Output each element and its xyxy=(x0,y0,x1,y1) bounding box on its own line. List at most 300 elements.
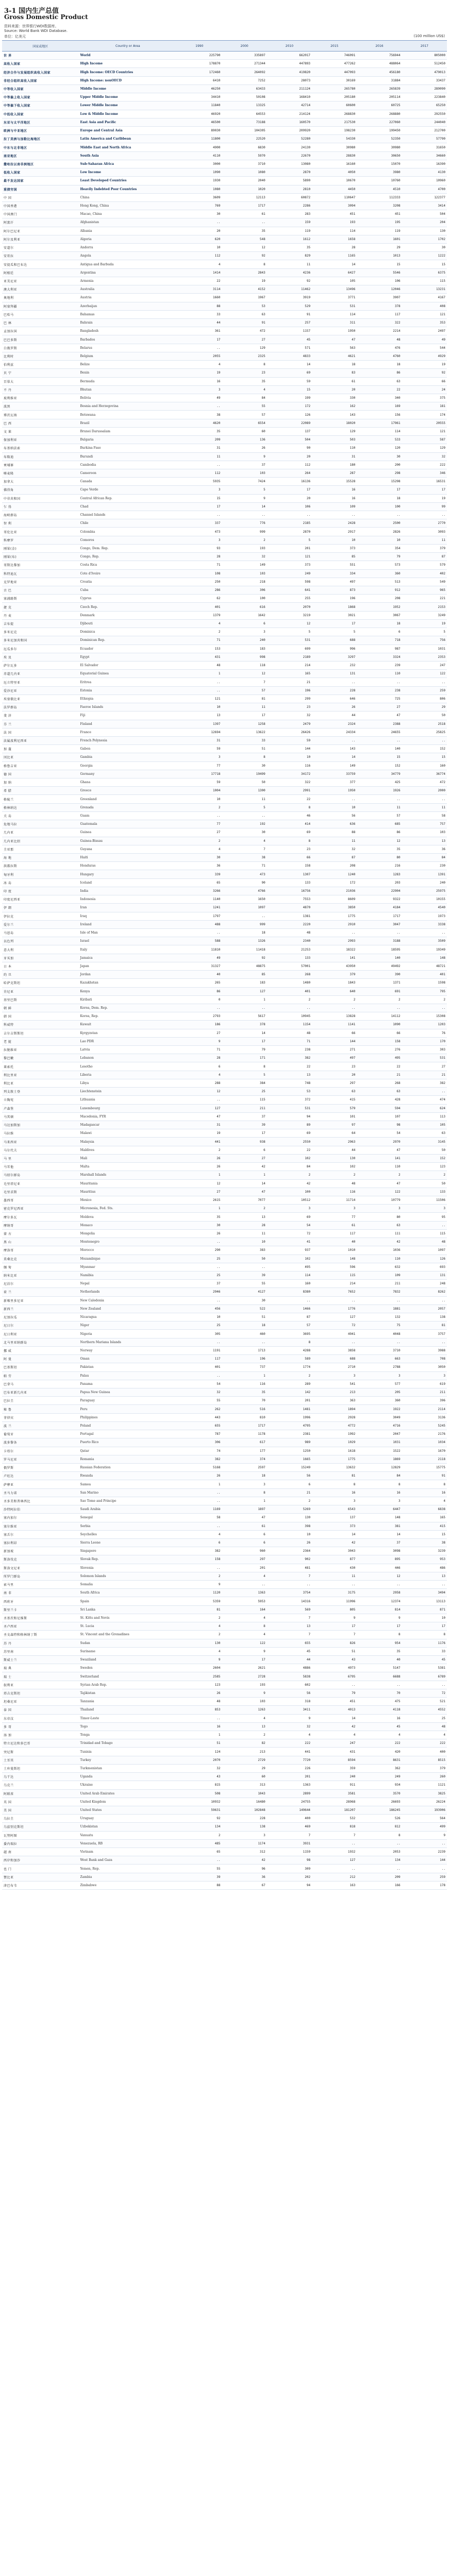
table-row xyxy=(2,277,447,285)
country-name-en: Slovenia xyxy=(79,1564,177,1572)
gdp-value-cell: 3067 xyxy=(357,611,402,619)
table-row xyxy=(2,653,447,661)
country-name-cn: 马拉维 xyxy=(2,1129,79,1138)
gdp-value-cell: 158 xyxy=(177,1555,222,1564)
gdp-value-cell: .. xyxy=(177,1564,222,1572)
gdp-value-cell: 1154 xyxy=(267,1021,312,1029)
country-name-cn: 瓦努阿图 xyxy=(2,1831,79,1839)
country-name-en: Low Income xyxy=(79,168,177,177)
country-name-cn: 巴基斯坦 xyxy=(2,1363,79,1371)
country-name-cn: 尼日尔 xyxy=(2,1321,79,1330)
country-name-en: Syrian Arab Rep. xyxy=(79,1681,177,1689)
gdp-value-cell: 447893 xyxy=(267,60,312,68)
gdp-value-cell: 14 xyxy=(312,1530,357,1538)
table-row xyxy=(2,678,447,686)
country-name-en: Lebanon xyxy=(79,1054,177,1062)
country-name-cn: 英 国 xyxy=(2,1798,79,1806)
country-name-cn: 萨尔瓦多 xyxy=(2,661,79,669)
gdp-value-cell: 339 xyxy=(177,870,222,878)
country-name-cn: 斯威士兰 xyxy=(2,1656,79,1664)
gdp-value-cell: 8 xyxy=(402,1631,447,1639)
gdp-value-cell: 4870 xyxy=(267,904,312,912)
gdp-value-cell: 9 xyxy=(402,1831,447,1839)
gdp-value-cell: 57 xyxy=(267,1321,312,1330)
gdp-value-cell: 10 xyxy=(357,536,402,544)
country-name-cn: 斐 济 xyxy=(2,711,79,720)
country-name-en: Sierra Leone xyxy=(79,1538,177,1547)
gdp-value-cell: 25 xyxy=(177,1271,222,1279)
country-name-en: East Asia and Pacific xyxy=(79,118,177,126)
gdp-value-cell: 1391 xyxy=(402,870,447,878)
gdp-value-cell: 168410 xyxy=(267,93,312,101)
gdp-value-cell: 20 xyxy=(177,227,222,235)
gdp-value-cell: 14 xyxy=(222,1029,267,1037)
gdp-value-cell: 571 xyxy=(267,344,312,352)
gdp-value-cell: 1922 xyxy=(357,1405,402,1413)
gdp-value-cell: 476 xyxy=(357,344,402,352)
gdp-value-cell: 360 xyxy=(357,569,402,578)
gdp-value-cell: 7 xyxy=(267,1614,312,1622)
gdp-value-cell: 999 xyxy=(222,528,267,536)
gdp-value-cell: 57 xyxy=(222,411,267,419)
gdp-value-cell: 19 xyxy=(222,277,267,285)
country-name-cn: 波 兰 xyxy=(2,1421,79,1430)
gdp-value-cell: 29 xyxy=(357,244,402,252)
country-name-en: Lesotho xyxy=(79,1062,177,1071)
gdp-value-cell: 144 xyxy=(267,745,312,753)
country-name-en: Dominica xyxy=(79,628,177,636)
table-row xyxy=(2,1614,447,1622)
country-name-cn: 乌兹别克斯坦 xyxy=(2,1823,79,1831)
gdp-value-cell: 3094 xyxy=(312,201,357,210)
gdp-value-cell: 127 xyxy=(312,1313,357,1321)
gdp-value-cell: 165 xyxy=(402,1514,447,1522)
gdp-value-cell: 192 xyxy=(222,820,267,828)
country-name-cn: 圭亚那 xyxy=(2,845,79,853)
table-row xyxy=(2,862,447,870)
gdp-value-cell: 16 xyxy=(402,1488,447,1497)
gdp-value-cell: 240 xyxy=(312,1773,357,1781)
country-name-en: Latin America and Caribbean xyxy=(79,135,177,143)
gdp-value-cell: 39 xyxy=(177,1873,222,1881)
gdp-value-cell: 1004 xyxy=(177,787,222,795)
gdp-value-cell: 26 xyxy=(177,1154,222,1162)
gdp-value-cell: 30650 xyxy=(357,151,402,160)
gdp-value-cell: 18 xyxy=(222,1472,267,1480)
table-row xyxy=(2,1706,447,1714)
gdp-value-cell: 50 xyxy=(222,1255,267,1263)
gdp-value-cell: 2055 xyxy=(177,352,222,360)
gdp-value-cell: 7 xyxy=(312,1831,357,1839)
gdp-value-cell: 379 xyxy=(402,544,447,552)
country-name-en: Azerbaijan xyxy=(79,302,177,310)
gdp-value-cell: 378 xyxy=(357,302,402,310)
gdp-value-cell: 5 xyxy=(222,1071,267,1079)
gdp-value-cell: 10 xyxy=(177,795,222,803)
gdp-value-cell: 737 xyxy=(222,1363,267,1371)
gdp-value-cell: 80 xyxy=(357,1213,402,1221)
gdp-value-cell: 7 xyxy=(267,1831,312,1839)
gdp-value-cell: 5 xyxy=(222,803,267,811)
gdp-value-cell: 7553 xyxy=(267,895,312,904)
country-name-en: Greenland xyxy=(79,795,177,803)
table-row xyxy=(2,920,447,928)
gdp-value-cell: 934 xyxy=(357,1781,402,1789)
country-name-cn: 中等收入国家 xyxy=(2,84,79,93)
gdp-value-cell: 2189 xyxy=(267,653,312,661)
col-header-country-cn: 国家或地区 xyxy=(2,41,79,52)
gdp-value-cell: 322 xyxy=(357,319,402,327)
table-row xyxy=(2,1380,447,1388)
gdp-value-cell: 64553 xyxy=(222,110,267,118)
table-row xyxy=(2,1698,447,1706)
gdp-value-cell: 2070 xyxy=(177,1756,222,1764)
country-name-en: Korea, Dem. Rep. xyxy=(79,1004,177,1012)
gdp-value-cell: 21 xyxy=(267,1488,312,1497)
country-name-cn: 中低收入国家 xyxy=(2,110,79,118)
gdp-value-cell: 13 xyxy=(402,1572,447,1580)
country-name-cn: 挪 威 xyxy=(2,1346,79,1354)
table-row xyxy=(2,1238,447,1246)
gdp-value-cell: 4 xyxy=(177,1530,222,1538)
country-name-cn: 韩 国 xyxy=(2,1012,79,1021)
gdp-value-cell: 443 xyxy=(177,1413,222,1421)
gdp-value-cell: 2388 xyxy=(357,720,402,728)
country-name-cn: 白俄罗斯 xyxy=(2,344,79,352)
table-row xyxy=(2,519,447,528)
gdp-value-cell: 239 xyxy=(357,661,402,669)
gdp-value-cell: 6 xyxy=(222,1146,267,1154)
country-name-en: Poland xyxy=(79,1421,177,1430)
table-row xyxy=(2,143,447,151)
table-row xyxy=(2,135,447,143)
gdp-value-cell: 1397 xyxy=(177,720,222,728)
gdp-value-cell: 3050 xyxy=(402,1363,447,1371)
gdp-value-cell: 4 xyxy=(177,619,222,628)
country-name-en: Benin xyxy=(79,369,177,377)
gdp-value-cell: 8609 xyxy=(312,895,357,904)
country-name-cn: 黑 山 xyxy=(2,1238,79,1246)
gdp-value-cell: 100 xyxy=(357,502,402,511)
country-name-en: Hungary xyxy=(79,870,177,878)
country-name-en: Somalia xyxy=(79,1581,177,1589)
table-row xyxy=(2,1756,447,1764)
gdp-value-cell: 2 xyxy=(177,1572,222,1580)
gdp-value-cell: 31 xyxy=(177,736,222,744)
gdp-value-cell: 225790 xyxy=(177,52,222,60)
gdp-value-cell: 47 xyxy=(177,1112,222,1121)
country-name-cn: 土库曼斯坦 xyxy=(2,1764,79,1772)
gdp-value-cell: 1 xyxy=(222,1171,267,1179)
gdp-value-cell: 579 xyxy=(312,1104,357,1112)
gdp-value-cell: 708 xyxy=(402,1355,447,1363)
gdp-value-cell: 24130 xyxy=(267,143,312,151)
gdp-value-cell: 2843 xyxy=(222,268,267,277)
gdp-value-cell: 14 xyxy=(357,1530,402,1538)
gdp-value-cell: 10960 xyxy=(402,177,447,185)
gdp-value-cell: 98 xyxy=(357,1121,402,1129)
gdp-value-cell: 3 xyxy=(357,1371,402,1380)
country-name-cn: 安提瓜和巴布达 xyxy=(2,260,79,268)
country-name-en: Egypt xyxy=(79,653,177,661)
country-name-cn: 纳米比亚 xyxy=(2,1271,79,1279)
gdp-value-cell: 3 xyxy=(222,1480,267,1488)
country-name-cn: 塞尔维亚 xyxy=(2,1522,79,1530)
country-name-cn: 加 蓬 xyxy=(2,745,79,753)
country-name-en: Denmark xyxy=(79,611,177,619)
country-name-en: Bulgaria xyxy=(79,436,177,444)
table-row xyxy=(2,327,447,335)
country-name-en: Least Developed Countries xyxy=(79,177,177,185)
gdp-value-cell: 2324 xyxy=(312,720,357,728)
gdp-value-cell: 47 xyxy=(222,1188,267,1196)
country-name-en: Micronesia, Fed. Sts. xyxy=(79,1205,177,1213)
country-name-en: Channel Islands xyxy=(79,511,177,519)
gdp-value-cell: 22 xyxy=(267,1146,312,1154)
gdp-value-cell: 640 xyxy=(312,987,357,995)
gdp-value-cell: 48 xyxy=(357,335,402,344)
gdp-value-cell: 64 xyxy=(312,1129,357,1138)
gdp-value-cell: 112333 xyxy=(357,193,402,201)
gdp-value-cell: 815 xyxy=(177,1781,222,1789)
country-name-cn: 安道尔 xyxy=(2,244,79,252)
gdp-value-cell: 28073 xyxy=(267,76,312,84)
gdp-value-cell: 526 xyxy=(357,1815,402,1823)
gdp-value-cell: .. xyxy=(357,678,402,686)
gdp-value-cell: 456180 xyxy=(357,68,402,76)
gdp-value-cell: 1178 xyxy=(222,1430,267,1438)
gdp-value-cell: 18 xyxy=(312,361,357,369)
gdp-value-cell: 2585 xyxy=(177,1672,222,1681)
gdp-value-cell: 2220 xyxy=(267,920,312,928)
gdp-value-cell: 3858 xyxy=(312,1346,357,1354)
gdp-value-cell: .. xyxy=(312,1839,357,1848)
gdp-value-cell: 81 xyxy=(222,694,267,703)
country-name-en: Eritrea xyxy=(79,678,177,686)
gdp-value-cell: 1522 xyxy=(357,1447,402,1455)
country-name-en: Cambodia xyxy=(79,461,177,469)
country-name-en: Tajikistan xyxy=(79,1689,177,1697)
gdp-value-cell: 531 xyxy=(267,636,312,645)
gdp-value-cell: 757 xyxy=(402,820,447,828)
gdp-value-cell: 24655 xyxy=(357,728,402,736)
gdp-value-cell: 2 xyxy=(177,803,222,811)
gdp-value-cell: 158 xyxy=(357,1037,402,1045)
gdp-value-cell: .. xyxy=(267,511,312,519)
gdp-value-cell: 198230 xyxy=(312,126,357,134)
gdp-value-cell: 56 xyxy=(267,1689,312,1697)
country-name-en: Burkina Faso xyxy=(79,444,177,452)
country-name-cn: 菲律宾 xyxy=(2,1413,79,1421)
country-name-cn: 立陶宛 xyxy=(2,1096,79,1104)
gdp-value-cell: 1 xyxy=(177,1480,222,1488)
gdp-value-cell: 2214 xyxy=(357,327,402,335)
table-row xyxy=(2,912,447,920)
gdp-value-cell: 16 xyxy=(177,1722,222,1731)
table-row xyxy=(2,1129,447,1138)
gdp-value-cell: 31 xyxy=(177,444,222,452)
country-name-en: Ghana xyxy=(79,778,177,787)
table-row xyxy=(2,1388,447,1397)
table-row xyxy=(2,1288,447,1296)
gdp-value-cell: 13 xyxy=(267,1071,312,1079)
gdp-value-cell: 264092 xyxy=(222,68,267,76)
country-name-cn: 马尔代夫 xyxy=(2,1146,79,1154)
gdp-value-cell: 10670 xyxy=(312,177,357,185)
country-name-cn: 巴拉圭 xyxy=(2,1397,79,1405)
gdp-value-cell: 238 xyxy=(267,1046,312,1054)
table-row xyxy=(2,201,447,210)
table-row xyxy=(2,694,447,703)
gdp-value-cell: 1300 xyxy=(222,787,267,795)
gdp-value-cell: 23 xyxy=(222,369,267,377)
table-row xyxy=(2,319,447,327)
country-name-cn: 乍 得 xyxy=(2,502,79,511)
gdp-value-cell: 51 xyxy=(312,1647,357,1655)
country-name-en: Vanuatu xyxy=(79,1831,177,1839)
gdp-value-cell: .. xyxy=(357,928,402,937)
country-name-cn: 牙买加 xyxy=(2,954,79,962)
gdp-value-cell: 14 xyxy=(267,361,312,369)
gdp-value-cell: 63 xyxy=(357,1221,402,1229)
gdp-value-cell: 91 xyxy=(222,319,267,327)
table-row xyxy=(2,478,447,486)
gdp-value-cell: 29 xyxy=(402,703,447,711)
gdp-value-cell: 4 xyxy=(357,1731,402,1739)
gdp-value-cell: 23 xyxy=(267,703,312,711)
table-row xyxy=(2,268,447,277)
gdp-value-cell: 156 xyxy=(357,411,402,419)
gdp-value-cell: .. xyxy=(222,811,267,820)
gdp-value-cell: 3 xyxy=(357,1205,402,1213)
gdp-value-cell: 17 xyxy=(357,1622,402,1631)
gdp-value-cell: 158 xyxy=(267,862,312,870)
gdp-value-cell: 48 xyxy=(267,928,312,937)
gdp-value-cell: 9 xyxy=(222,1689,267,1697)
country-name-en: New Caledonia xyxy=(79,1296,177,1304)
gdp-value-cell: 1203 xyxy=(402,1021,447,1029)
gdp-value-cell: 13080 xyxy=(267,160,312,168)
gdp-value-cell: 431 xyxy=(312,1748,357,1756)
country-name-en: Mongolia xyxy=(79,1229,177,1238)
table-row xyxy=(2,1514,447,1522)
gdp-value-cell: 17 xyxy=(312,1622,357,1631)
gdp-value-cell: 8262 xyxy=(402,1288,447,1296)
gdp-value-cell: 3825 xyxy=(402,1789,447,1798)
gdp-value-cell: 228 xyxy=(222,1815,267,1823)
gdp-value-cell: .. xyxy=(312,511,357,519)
gdp-value-cell: 55 xyxy=(177,1865,222,1873)
gdp-value-cell: 776 xyxy=(222,519,267,528)
gdp-value-cell: 16 xyxy=(312,486,357,494)
country-name-cn: 葡萄牙 xyxy=(2,1430,79,1438)
gdp-value-cell: 8 xyxy=(222,1488,267,1497)
table-row xyxy=(2,1029,447,1037)
gdp-value-cell: 1250 xyxy=(267,1447,312,1455)
gdp-value-cell: .. xyxy=(312,1296,357,1304)
gdp-value-cell: 55 xyxy=(222,1280,267,1288)
table-row xyxy=(2,761,447,770)
country-name-en: Palau xyxy=(79,1371,177,1380)
gdp-value-cell: 1776 xyxy=(312,1304,357,1313)
gdp-value-cell: 4760 xyxy=(357,352,402,360)
country-name-cn: 马其顿 xyxy=(2,1112,79,1121)
country-name-en: Faeroe Islands xyxy=(79,703,177,711)
gdp-value-cell: 806 xyxy=(402,694,447,703)
table-row xyxy=(2,60,447,68)
gdp-value-cell: 91 xyxy=(267,310,312,318)
gdp-value-cell: 481 xyxy=(267,1564,312,1572)
gdp-value-cell: 164 xyxy=(222,1605,267,1614)
country-name-en: Guatemala xyxy=(79,820,177,828)
gdp-value-cell: 152 xyxy=(402,1154,447,1162)
gdp-value-cell: .. xyxy=(267,1296,312,1304)
table-row xyxy=(2,427,447,435)
gdp-value-cell: 101 xyxy=(312,1112,357,1121)
country-name-cn: 阿联酋 xyxy=(2,1789,79,1798)
gdp-value-cell: 86 xyxy=(357,828,402,837)
gdp-value-cell: 3 xyxy=(312,1497,357,1505)
gdp-value-cell: 230 xyxy=(402,862,447,870)
gdp-value-cell: 1950 xyxy=(312,787,357,795)
gdp-value-cell: 346 xyxy=(402,469,447,477)
gdp-value-cell: 37 xyxy=(222,1112,267,1121)
country-name-cn: 坦桑尼亚 xyxy=(2,1698,79,1706)
table-row xyxy=(2,1547,447,1555)
gdp-value-cell: 25825 xyxy=(402,728,447,736)
gdp-value-cell: 756 xyxy=(402,636,447,645)
gdp-value-cell: 90 xyxy=(222,878,267,887)
country-name-cn: 老 挝 xyxy=(2,1037,79,1045)
gdp-value-cell: 56 xyxy=(312,811,357,820)
gdp-value-cell: 6838 xyxy=(402,1505,447,1514)
country-name-en: Malta xyxy=(79,1163,177,1171)
gdp-value-cell: 3 xyxy=(402,1371,447,1380)
country-name-cn: 瑞 士 xyxy=(2,1672,79,1681)
table-row xyxy=(2,1363,447,1371)
gdp-value-cell: 1797 xyxy=(177,912,222,920)
table-row xyxy=(2,469,447,477)
gdp-value-cell: 26 xyxy=(177,1689,222,1697)
gdp-value-cell: 10 xyxy=(222,1238,267,1246)
gdp-value-cell: 2 xyxy=(222,536,267,544)
gdp-value-cell: 16390 xyxy=(402,160,447,168)
country-name-en: Andorra xyxy=(79,244,177,252)
country-name-cn: 乌拉圭 xyxy=(2,1815,79,1823)
gdp-value-cell: 2958 xyxy=(357,1589,402,1597)
country-name-cn: 阿尔巴尼亚 xyxy=(2,227,79,235)
country-name-cn: 斯里兰卡 xyxy=(2,1605,79,1614)
country-name-en: Liberia xyxy=(79,1071,177,1079)
gdp-value-cell: 6554 xyxy=(222,419,267,427)
country-name-en: Madagascar xyxy=(79,1121,177,1129)
gdp-value-cell: 431 xyxy=(177,653,222,661)
gdp-value-cell: 379 xyxy=(312,971,357,979)
country-name-cn: 芬 兰 xyxy=(2,720,79,728)
gdp-value-cell: 1775 xyxy=(312,912,357,920)
gdp-value-cell: 172 xyxy=(312,878,357,887)
gdp-value-cell: 3338 xyxy=(402,920,447,928)
gdp-value-cell: 334 xyxy=(312,569,357,578)
gdp-value-cell: 2479 xyxy=(267,720,312,728)
gdp-value-cell: 1043 xyxy=(222,1789,267,1798)
country-name-en: Canada xyxy=(79,478,177,486)
gdp-value-cell: 268830 xyxy=(312,110,357,118)
country-name-cn: 中 国 xyxy=(2,193,79,201)
country-name-en: Macedonia, FYR xyxy=(79,1112,177,1121)
gdp-value-cell: 60600 xyxy=(312,101,357,110)
gdp-value-cell: 3266 xyxy=(177,887,222,895)
